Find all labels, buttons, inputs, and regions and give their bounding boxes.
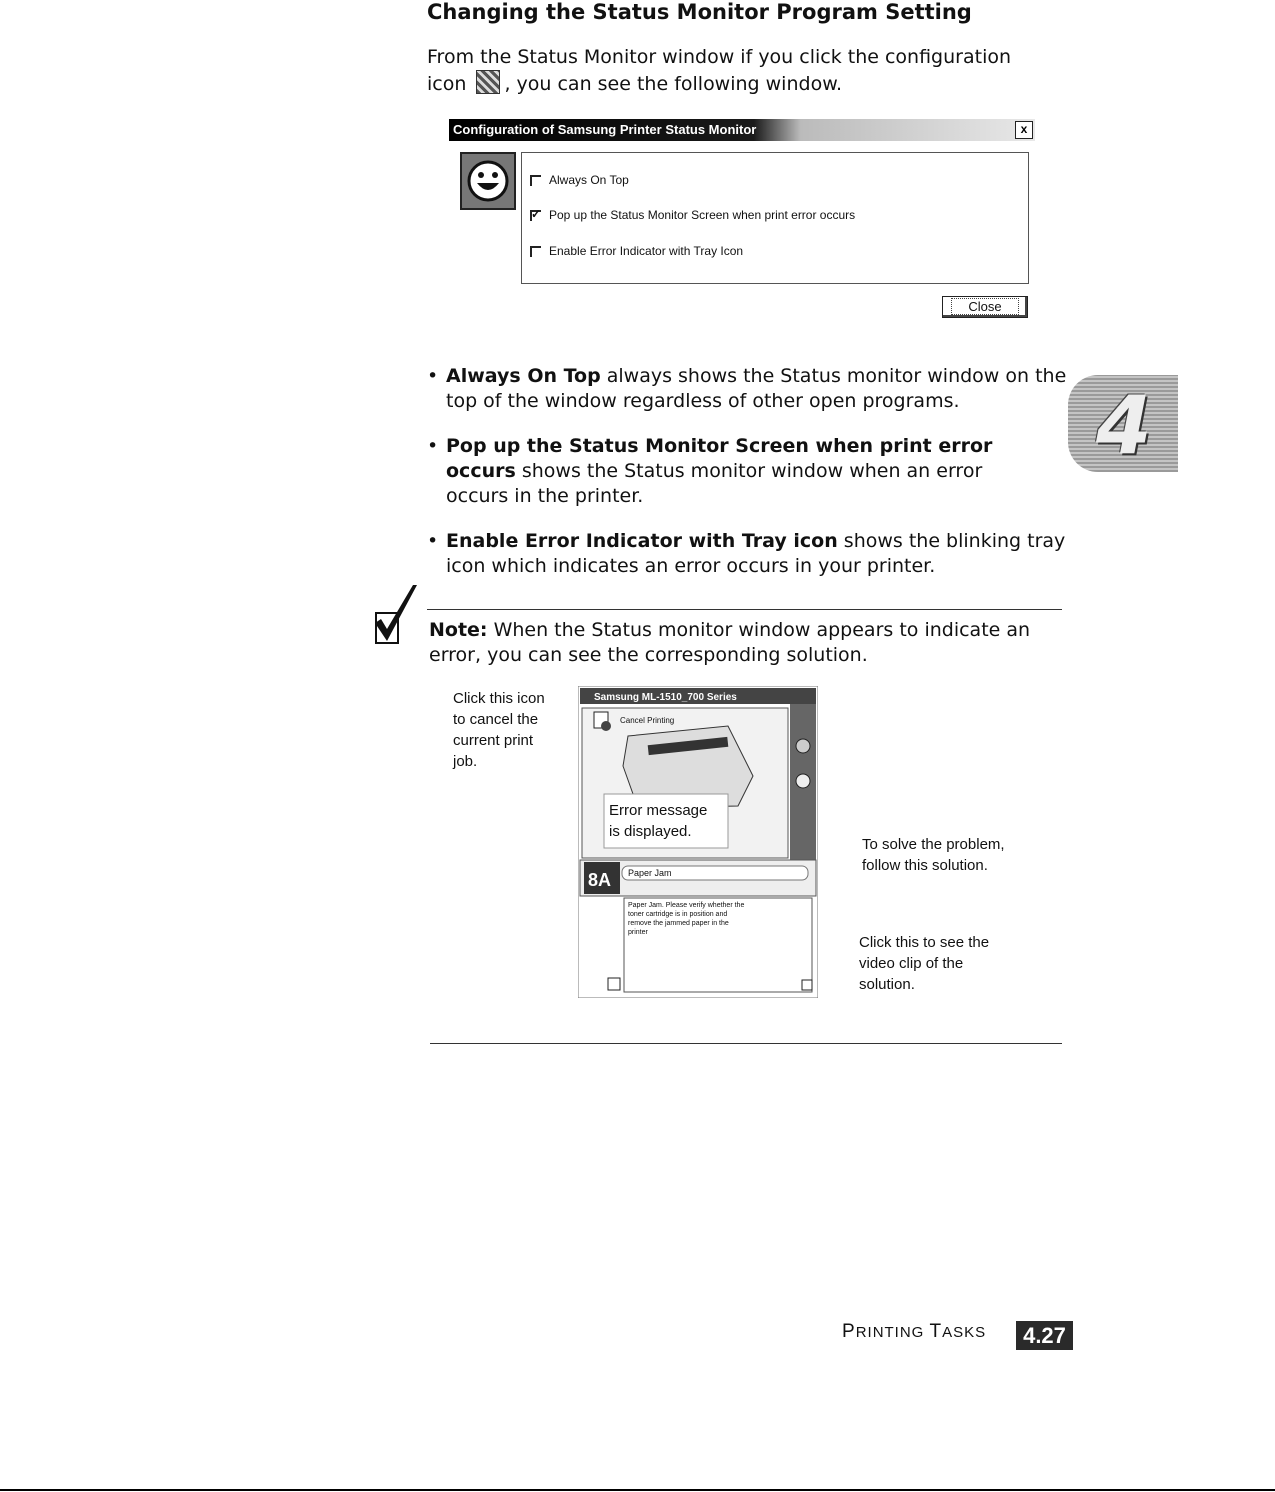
checkbox-popup-on-error[interactable] <box>530 210 541 221</box>
bullet-dot: • <box>427 365 439 387</box>
cancel-printing-icon <box>594 712 611 731</box>
video-clip-icon <box>608 978 620 990</box>
callout-line: job. <box>453 753 478 770</box>
bullet-popup <box>427 434 1027 509</box>
page-number-badge: 4.27 <box>1016 1321 1073 1350</box>
solution-line: remove the jammed paper in the <box>628 920 729 927</box>
option-always-on-top[interactable] <box>530 173 629 187</box>
chapter-number: 4 <box>1096 379 1152 472</box>
option-label: Always On Top <box>549 173 629 187</box>
solution-line: Paper Jam. Please verify whether the <box>628 902 745 909</box>
intro-line1: From the Status Monitor window if you click the configuration <box>427 46 1012 68</box>
solution-line: printer <box>628 929 648 936</box>
option-label: Enable Error Indicator with Tray Icon <box>549 244 744 258</box>
close-icon[interactable]: x <box>1015 121 1033 139</box>
intro-line2-after: , you can see the following window. <box>504 73 843 95</box>
bullet-dot: • <box>427 530 439 552</box>
bullet-desc: shows the Status monitor window when an error occurs in the printer. <box>446 460 983 507</box>
option-error-indicator[interactable] <box>530 244 743 258</box>
solution-line: toner cartridge is in position and <box>628 911 728 918</box>
callout-line: follow this solution. <box>862 857 988 874</box>
status-monitor-title: Samsung ML-1510_700 Series <box>594 692 737 703</box>
bullet-always-on-top <box>427 364 1067 414</box>
callout-line: solution. <box>859 976 915 993</box>
chapter-tab <box>1068 375 1178 472</box>
bullet-error-indicator <box>427 529 1067 579</box>
bullet-term: Pop up the Status Monitor Screen when print error occurs <box>446 435 993 482</box>
bullet-dot: • <box>427 435 439 457</box>
note <box>429 618 1049 668</box>
callout-line: Click this icon <box>453 690 545 707</box>
callout-solve <box>862 834 1005 876</box>
error-bubble-line2: is displayed. <box>609 823 692 840</box>
close-button[interactable] <box>942 296 1028 318</box>
error-name: Paper Jam <box>628 868 672 878</box>
callout-video <box>859 932 989 995</box>
option-label: Pop up the Status Monitor Screen when print error occurs <box>549 208 856 222</box>
error-bubble-line1: Error message <box>609 802 708 819</box>
intro-line2-before: icon <box>427 73 467 95</box>
smiley-icon <box>460 152 516 210</box>
config-dialog-title: Configuration of Samsung Printer Status Monitor <box>453 122 757 137</box>
footer-section-label: PRINTING TASKS <box>842 1321 987 1342</box>
svg-text:8A: 8A <box>588 870 612 890</box>
callout-cancel <box>453 688 545 772</box>
status-monitor-screenshot <box>578 686 818 998</box>
bullet-term: Enable Error Indicator with Tray icon <box>446 530 838 552</box>
callout-line: video clip of the <box>859 955 964 972</box>
section-rule <box>430 1043 1062 1044</box>
page-title: Changing the Status Monitor Program Setting <box>427 0 972 24</box>
option-popup-on-error[interactable] <box>530 208 855 222</box>
bullet-desc: shows the blinking tray icon which indicates an error occurs in your printer. <box>446 530 1066 577</box>
cancel-printing-label: Cancel Printing <box>620 716 675 725</box>
bullet-desc: always shows the Status monitor window on the top of the window regardless of other open programs. <box>446 365 1067 412</box>
note-body: When the Status monitor window appears to indicate an error, you can see the corresponding solution. <box>429 619 1031 666</box>
checkmark-icon <box>373 583 423 647</box>
note-rule <box>427 609 1062 610</box>
note-label: Note: <box>429 619 488 641</box>
checkbox-error-indicator[interactable] <box>530 246 541 257</box>
close-button-label: Close <box>951 298 1018 315</box>
config-dialog-titlebar <box>449 119 1035 141</box>
callout-line: To solve the problem, <box>862 836 1005 853</box>
callout-line: current print <box>453 732 534 749</box>
page-bottom-rule <box>0 1489 1275 1491</box>
intro-paragraph <box>427 44 1067 97</box>
bullet-term: Always On Top <box>446 365 601 387</box>
checkbox-always-on-top[interactable] <box>530 175 541 186</box>
callout-line: to cancel the <box>453 711 539 728</box>
configuration-icon <box>476 70 500 94</box>
callout-line: Click this to see the <box>859 934 990 951</box>
